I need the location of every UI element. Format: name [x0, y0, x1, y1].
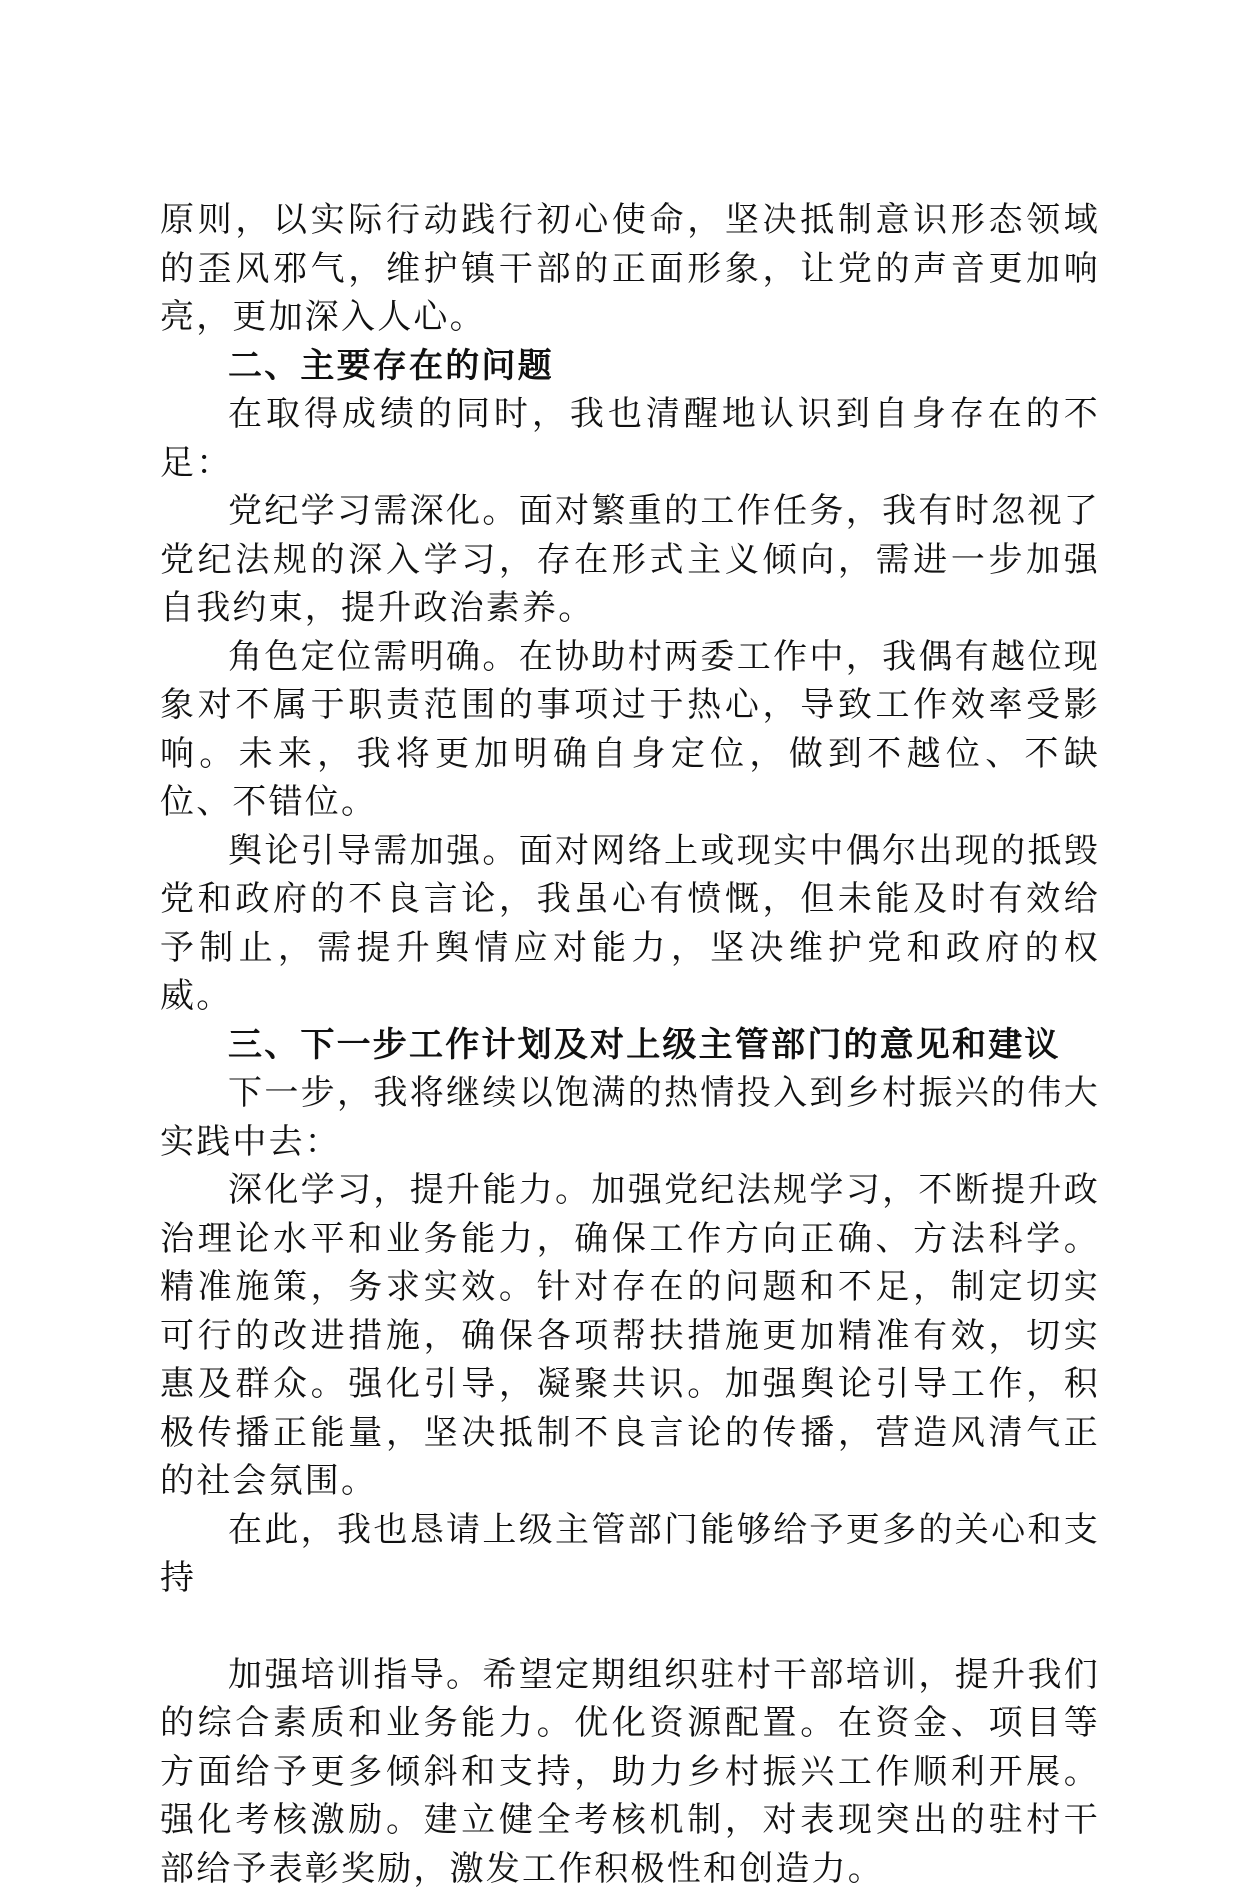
document-page: [160, 196, 1100, 1893]
section3-plan-paragraph: 深化学习，提升能力。加强党纪法规学习，不断提升政治理论水平和业务能力，确保工作方向正确、方法科学。精准施策，务求实效。针对存在的问题和不足，制定切实可行的改进措施，确保各项帮扶措施更加精准有效，切实惠及群众。强化引导，凝聚共识。加强舆论引导工作，积极传播正能量，坚决抵制不良言论的传播，营造风清气正的社会氛围。: [160, 1166, 1100, 1506]
section2-item2-paragraph: 角色定位需明确。在协助村两委工作中，我偶有越位现象对不属于职责范围的事项过于热心，导致工作效率受影响。未来，我将更加明确自身定位，做到不越位、不缺位、不错位。: [160, 633, 1100, 827]
section2-heading: 二、主要存在的问题: [160, 342, 1100, 391]
intro-continuation-paragraph: 原则，以实际行动践行初心使命，坚决抵制意识形态领域的歪风邪气，维护镇干部的正面形象，让党的声音更加响亮，更加深入人心。: [160, 196, 1100, 342]
section2-item1-paragraph: 党纪学习需深化。面对繁重的工作任务，我有时忽视了党纪法规的深入学习，存在形式主义倾向，需进一步加强自我约束，提升政治素养。: [160, 487, 1100, 633]
section3-heading: 三、下一步工作计划及对上级主管部门的意见和建议: [160, 1021, 1100, 1070]
section3-intro-paragraph: 下一步，我将继续以饱满的热情投入到乡村振兴的伟大实践中去：: [160, 1069, 1100, 1166]
section3-request-paragraph: 在此，我也恳请上级主管部门能够给予更多的关心和支持: [160, 1506, 1100, 1603]
section2-item3-paragraph: 舆论引导需加强。面对网络上或现实中偶尔出现的抵毁党和政府的不良言论，我虽心有愤慨，但未能及时有效给予制止，需提升舆情应对能力，坚决维护党和政府的权威。: [160, 827, 1100, 1021]
section2-intro-paragraph: 在取得成绩的同时，我也清醒地认识到自身存在的不足：: [160, 390, 1100, 487]
section3-suggestions-paragraph: 加强培训指导。希望定期组织驻村干部培训，提升我们的综合素质和业务能力。优化资源配置。在资金、项目等方面给予更多倾斜和支持，助力乡村振兴工作顺利开展。强化考核激励。建立健全考核机制，对表现突出的驻村干部给予表彰奖励，激发工作积极性和创造力。: [160, 1651, 1100, 1893]
